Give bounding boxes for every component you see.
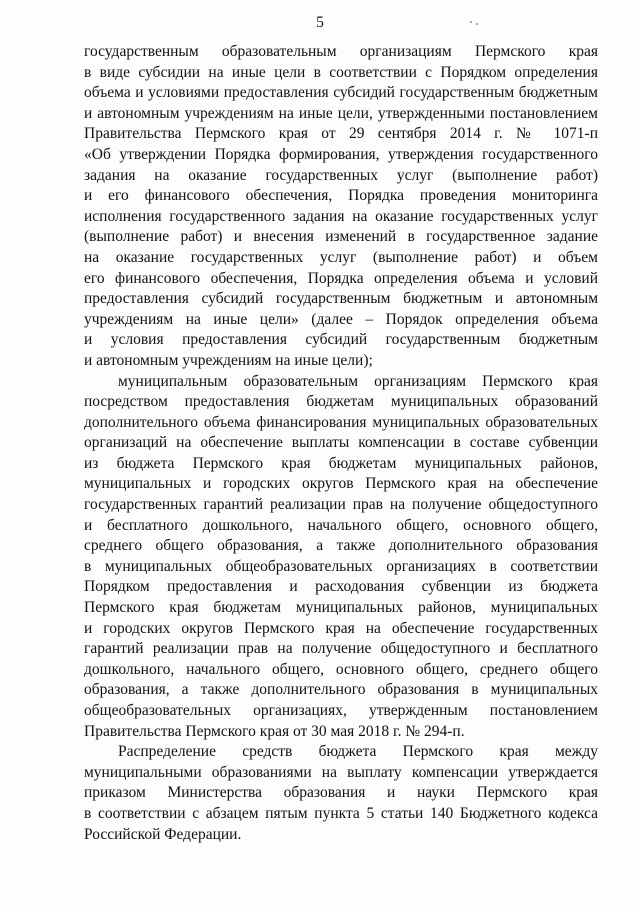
paragraph (84, 372, 598, 743)
scan-speck (476, 23, 478, 25)
text-line: объема и условиями предоставления субсидий государственным бюджетным (84, 84, 598, 102)
text-line: на оказание государственных услуг (выполнение работ) и объем (84, 248, 598, 266)
text-line: в виде субсидии на иные цели в соответствии с Порядком определения (84, 63, 598, 81)
text-line: муниципальными образованиями на выплату компенсации утверждается (84, 763, 598, 781)
text-line: исполнения государственного задания на оказание государственных услуг (84, 207, 598, 225)
text-line: Правительства Пермского края от 29 сентября 2014 г. № 1071-п (84, 125, 598, 143)
paragraph (84, 42, 598, 372)
text-line: государственным образовательным организациям Пермского края (84, 43, 598, 60)
text-line: муниципальным образовательным организациям Пермского края (118, 372, 598, 390)
text-line: гарантий реализации прав на получение общедоступного и бесплатного (84, 640, 598, 658)
text-line: приказом Министерства образования и науки Пермского края (84, 784, 598, 802)
text-line: и автономным учреждениям на иные цели); (84, 351, 373, 369)
text-line: и его финансового обеспечения, Порядка проведения мониторинга (84, 187, 598, 205)
text-line: дошкольного, начального общего, основного общего, среднего общего (84, 660, 598, 678)
text-line: предоставления субсидий государственным бюджетным и автономным (84, 290, 598, 308)
text-line: Правительства Пермского края от 30 мая 2018 г. № 294-п. (84, 722, 465, 740)
text-line: в соответствии с абзацем пятым пункта 5 статьи 140 Бюджетного кодекса (84, 804, 598, 822)
text-line: дополнительного объема финансирования муниципальных образовательных (84, 413, 598, 431)
text-line: и автономным учреждениям на иные цели, утвержденными постановлением (84, 104, 598, 122)
text-line: Пермского края бюджетам муниципальных районов, муниципальных (84, 599, 598, 617)
body-text (84, 42, 598, 845)
text-line: (выполнение работ) и внесения изменений в государственное задание (84, 228, 598, 246)
text-line: государственных гарантий реализации прав на получение общедоступного (84, 496, 598, 514)
text-line: и условия предоставления субсидий государственным бюджетным (84, 331, 598, 349)
text-line: его финансового обеспечения, Порядка определения объема и условий (84, 269, 598, 287)
text-line: Порядком предоставления и расходования субвенции из бюджета (84, 578, 598, 596)
text-line: учреждениям на иные цели» (далее – Порядок определения объема (84, 310, 598, 328)
text-line: и городских округов Пермского края на обеспечение государственных (84, 619, 598, 637)
text-line: Российской Федерации. (84, 825, 242, 843)
text-line: в муниципальных общеобразовательных организациях в соответствии (84, 557, 598, 575)
text-line: посредством предоставления бюджетам муниципальных образований (84, 393, 598, 411)
page-number: 5 (316, 14, 324, 31)
text-line: общеобразовательных организациях, утвержденным постановлением (84, 702, 598, 719)
text-line: муниципальных и городских округов Пермского края на обеспечение (84, 475, 598, 493)
text-line: «Об утверждении Порядка формирования, утверждения государственного (84, 145, 598, 163)
text-line: из бюджета Пермского края бюджетам муниципальных районов, (84, 454, 598, 472)
text-line: образования, а также дополнительного образования в муниципальных (84, 681, 598, 699)
text-line: и бесплатного дошкольного, начального общего, основного общего, (84, 516, 598, 534)
paragraph (84, 742, 598, 845)
text-line: среднего общего образования, а также дополнительного образования (84, 537, 598, 555)
text-line: Распределение средств бюджета Пермского края между (118, 743, 598, 761)
text-line: организаций на обеспечение выплаты компенсации в составе субвенции (84, 434, 598, 452)
text-line: задания на оказание государственных услуг (выполнение работ) (84, 166, 598, 184)
scan-speck (470, 21, 472, 23)
